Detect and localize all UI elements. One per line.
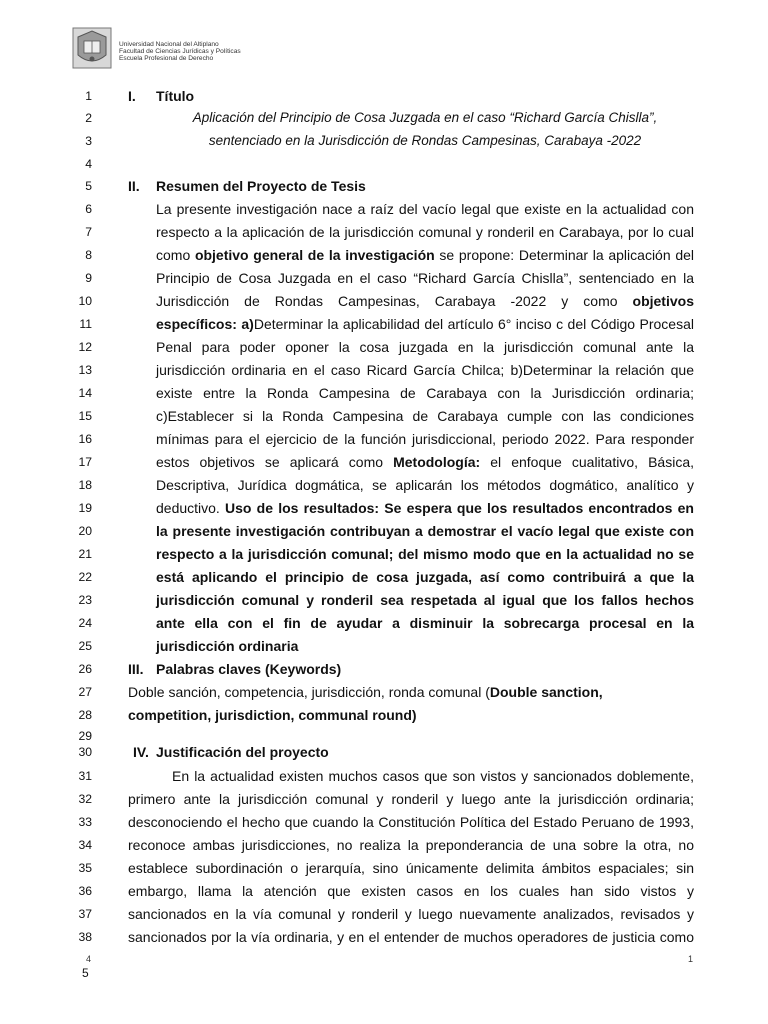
- footer-line-number: 5: [82, 966, 89, 980]
- summary-line: deductivo. Uso de los resultados: Se espera que los resultados encontrados en: [156, 500, 694, 516]
- line-number: 27: [78, 685, 92, 699]
- summary-line: Descriptiva, Jurídica dogmática, se aplicarán los métodos dogmático, analítico y: [156, 477, 694, 493]
- line-number: 29: [78, 729, 92, 743]
- summary-line: Jurisdicción de Rondas Campesinas, Carabaya -2022 y como objetivos: [156, 293, 694, 309]
- line-number: 14: [78, 386, 92, 400]
- summary-line: c)Establecer si la Ronda Campesina de Carabaya cumple con las condiciones: [156, 408, 694, 424]
- institution-line-faculty: Facultad de Ciencias Jurídicas y Políticas: [119, 47, 241, 55]
- line-number: 4: [85, 157, 92, 171]
- summary-line: respecto a la aplicación de la jurisdicción comunal y ronderil en Carabaya, por lo cual: [156, 224, 694, 240]
- line-number: 19: [78, 501, 92, 515]
- section-4-title: Justificación del proyecto: [156, 744, 329, 760]
- line-number: 38: [78, 930, 92, 944]
- line-number: 5: [85, 179, 92, 193]
- line-number: 10: [78, 294, 92, 308]
- summary-line: como objetivo general de la investigación se propone: Determinar la aplicación del: [156, 247, 695, 263]
- thesis-title-line-1: Aplicación del Principio de Cosa Juzgada en el caso “Richard García Chislla”,: [192, 110, 658, 125]
- line-number: 18: [78, 478, 92, 492]
- keywords-english-line: competition, jurisdiction, communal round): [128, 707, 417, 723]
- line-number: 12: [78, 340, 92, 354]
- summary-line: mínimas para el ejercicio de la función jurisdiccional, periodo 2022. Para responder: [156, 431, 694, 447]
- justification-line: sancionados en la vía comunal y ronderil y luego nuevamente analizados, revisados y: [128, 906, 694, 922]
- justification-line: primero ante la jurisdicción comunal y ronderil y luego ante la jurisdicción ordinaria;: [128, 791, 694, 807]
- line-number: 20: [78, 524, 92, 538]
- summary-line: jurisdicción comunal y ronderil sea respetada al igual que los fallos hechos: [156, 592, 694, 608]
- summary-line: la presente investigación contribuyan a demostrar el vacío legal que existe con: [156, 523, 694, 539]
- section-1-title: Título: [156, 88, 195, 104]
- institution-line-university: Universidad Nacional del Altiplano: [119, 41, 219, 48]
- line-number: 16: [78, 432, 92, 446]
- line-number: 37: [78, 907, 92, 921]
- summary-line: ante ella con el fin de ayudar a disminuir la sobrecarga procesal en la: [156, 615, 694, 631]
- summary-line: específicos: a)Determinar la aplicabilidad del artículo 6° inciso c del Código Procesal: [156, 316, 694, 332]
- line-number: 6: [85, 202, 92, 216]
- summary-line: La presente investigación nace a raíz del vacío legal que existe en la actualidad con: [156, 201, 694, 217]
- summary-line: jurisdicción ordinaria: [156, 638, 299, 654]
- university-logo: [72, 27, 112, 69]
- keywords-line: Doble sanción, competencia, jurisdicción, ronda comunal (Double sanction,: [128, 684, 603, 700]
- institution-line-school: Escuela Profesional de Derecho: [119, 54, 214, 62]
- line-number: 24: [78, 616, 92, 630]
- line-number: 21: [78, 547, 92, 561]
- line-number: 9: [85, 271, 92, 285]
- summary-line: respecto a la jurisdicción comunal; del mismo modo que en la actualidad no se: [156, 546, 694, 562]
- justification-line: En la actualidad existen muchos casos que son vistos y sancionados doblemente,: [172, 768, 694, 784]
- footer-left-marker: 4: [86, 954, 92, 964]
- section-3-title: Palabras claves (Keywords): [156, 661, 342, 677]
- summary-line: Principio de Cosa Juzgada en el caso “Richard García Chislla”, sentenciado en la: [156, 270, 694, 286]
- line-number: 32: [78, 792, 92, 806]
- line-number: 7: [85, 225, 92, 239]
- section-2-number: II.: [128, 178, 140, 194]
- summary-line: está aplicando el principio de cosa juzgada, así como contribuirá a que la: [156, 569, 694, 585]
- justification-line: establece subordinación o jerarquía, sino únicamente delimita ámbitos espaciales; sin: [128, 860, 694, 876]
- summary-line: estos objetivos se aplicará como Metodología: el enfoque cualitativo, Básica,: [156, 454, 694, 470]
- line-number: 22: [78, 570, 92, 584]
- line-number: 26: [78, 662, 92, 676]
- summary-line: existe entre la Ronda Campesina de Carabaya con la Jurisdicción ordinaria;: [156, 385, 694, 401]
- line-number: 36: [78, 884, 92, 898]
- section-1-number: I.: [128, 88, 136, 104]
- line-number: 11: [79, 317, 92, 331]
- line-number: 34: [78, 838, 92, 852]
- line-number: 35: [78, 861, 92, 875]
- justification-line: embargo, llama la atención que existen casos en los cuales han sido vistos y: [128, 883, 694, 899]
- line-number: 13: [78, 363, 92, 377]
- line-number: 1: [85, 89, 92, 103]
- line-number: 31: [78, 769, 92, 783]
- line-number: 2: [85, 111, 92, 125]
- summary-line: Penal para poder oponer la cosa juzgada en la jurisdicción comunal ante la: [156, 339, 694, 355]
- line-number: 23: [78, 593, 92, 607]
- line-number: 25: [78, 639, 92, 653]
- line-number: 33: [78, 815, 92, 829]
- line-number: 8: [85, 248, 92, 262]
- line-number: 3: [85, 134, 92, 148]
- document-header: [72, 27, 372, 71]
- institution-name: [119, 42, 241, 62]
- line-number: 28: [78, 708, 92, 722]
- thesis-title-line-2: sentenciado en la Jurisdicción de Rondas Campesinas, Carabaya -2022: [208, 133, 642, 148]
- summary-line: jurisdicción ordinaria en el caso Ricard García Chilca; b)Determinar la relación que: [156, 362, 694, 378]
- section-3-number: III.: [128, 661, 144, 677]
- section-2-title: Resumen del Proyecto de Tesis: [156, 178, 366, 194]
- justification-line: sancionados por la vía ordinaria, y en el entender de muchos operadores de justicia como: [128, 929, 694, 945]
- line-number: 17: [78, 455, 92, 469]
- page-number: 1: [688, 954, 694, 964]
- justification-line: desconociendo el hecho que cuando la Constitución Política del Estado Peruano de 1993,: [128, 814, 694, 830]
- line-number: 15: [78, 409, 92, 423]
- justification-line: reconoce ambas jurisdicciones, no realiza la preponderancia de una sobre la otra, no: [128, 837, 694, 853]
- line-number: 30: [78, 745, 92, 759]
- section-4-number: IV.: [133, 744, 149, 760]
